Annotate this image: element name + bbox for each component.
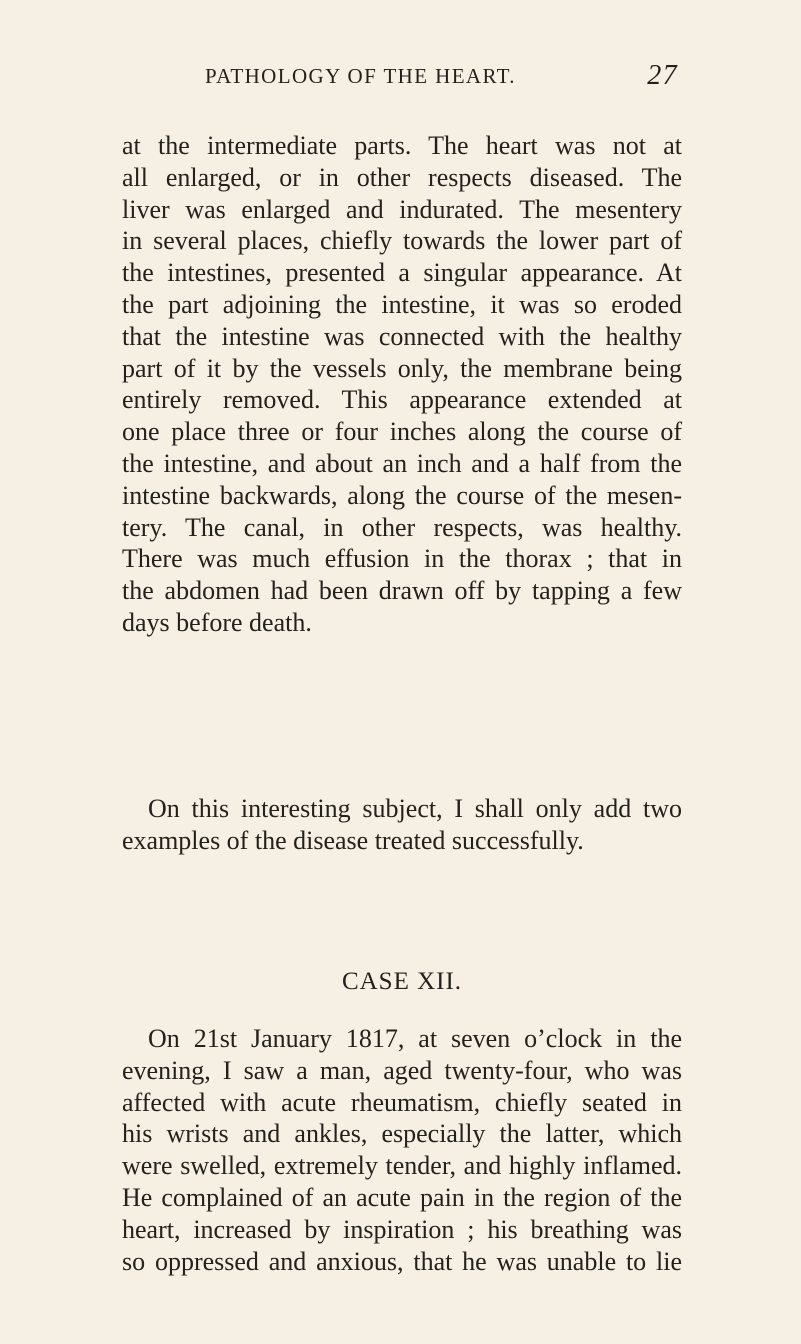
paragraph-transition (122, 793, 682, 857)
text-line: at the intermediate parts. The heart was not at (122, 131, 682, 160)
text-line: all enlarged, or in other respects diseased. The (122, 162, 682, 192)
text-line: the intestines, presented a singular appearance. At (122, 258, 682, 288)
text-line: There was much effusion in the thorax ; that in (122, 544, 682, 574)
text-line: the part adjoining the intestine, it was so eroded (122, 289, 682, 319)
header-title: PATHOLOGY OF THE HEART. (205, 64, 516, 88)
paragraph-autopsy (122, 130, 682, 639)
text-line: On 21st January 1817, at seven o’clock in the (148, 1024, 682, 1053)
text-line: the abdomen had been drawn off by tapping a few (122, 576, 682, 606)
text-line: one place three or four inches along the course of (122, 417, 682, 447)
text-line: the intestine, and about an inch and a half from the (122, 448, 682, 478)
text-line: that the intestine was connected with the healthy (122, 321, 682, 351)
page-number: 27 (647, 60, 678, 91)
text-line: were swelled, extremely tender, and highly inflamed. (122, 1151, 682, 1181)
paragraph-case-xii (122, 1023, 682, 1277)
text-line: entirely removed. This appearance extended at (122, 385, 682, 415)
text-line: tery. The canal, in other respects, was healthy. (122, 512, 682, 542)
text-line: in several places, chiefly towards the lower part of (122, 226, 682, 256)
text-line: so oppressed and anxious, that he was unable to lie (122, 1246, 682, 1276)
text-line: affected with acute rheumatism, chiefly seated in (122, 1087, 682, 1117)
running-header (205, 60, 678, 96)
text-line: evening, I saw a man, aged twenty-four, who was (122, 1055, 682, 1085)
case-heading: CASE XII. (341, 968, 463, 995)
text-line: He complained of an acute pain in the region of the (122, 1182, 682, 1212)
text-line: liver was enlarged and indurated. The mesentery (122, 194, 682, 224)
text-line: examples of the disease treated successfully. (122, 825, 584, 855)
text-line: his wrists and ankles, especially the latter, which (122, 1119, 682, 1149)
text-line: heart, increased by inspiration ; his breathing was (122, 1214, 682, 1244)
text-line: part of it by the vessels only, the membrane being (122, 353, 682, 383)
text-line: On this interesting subject, I shall only add two (148, 794, 682, 823)
text-line: intestine backwards, along the course of the mesen- (122, 480, 682, 510)
text-line: days before death. (122, 607, 312, 637)
